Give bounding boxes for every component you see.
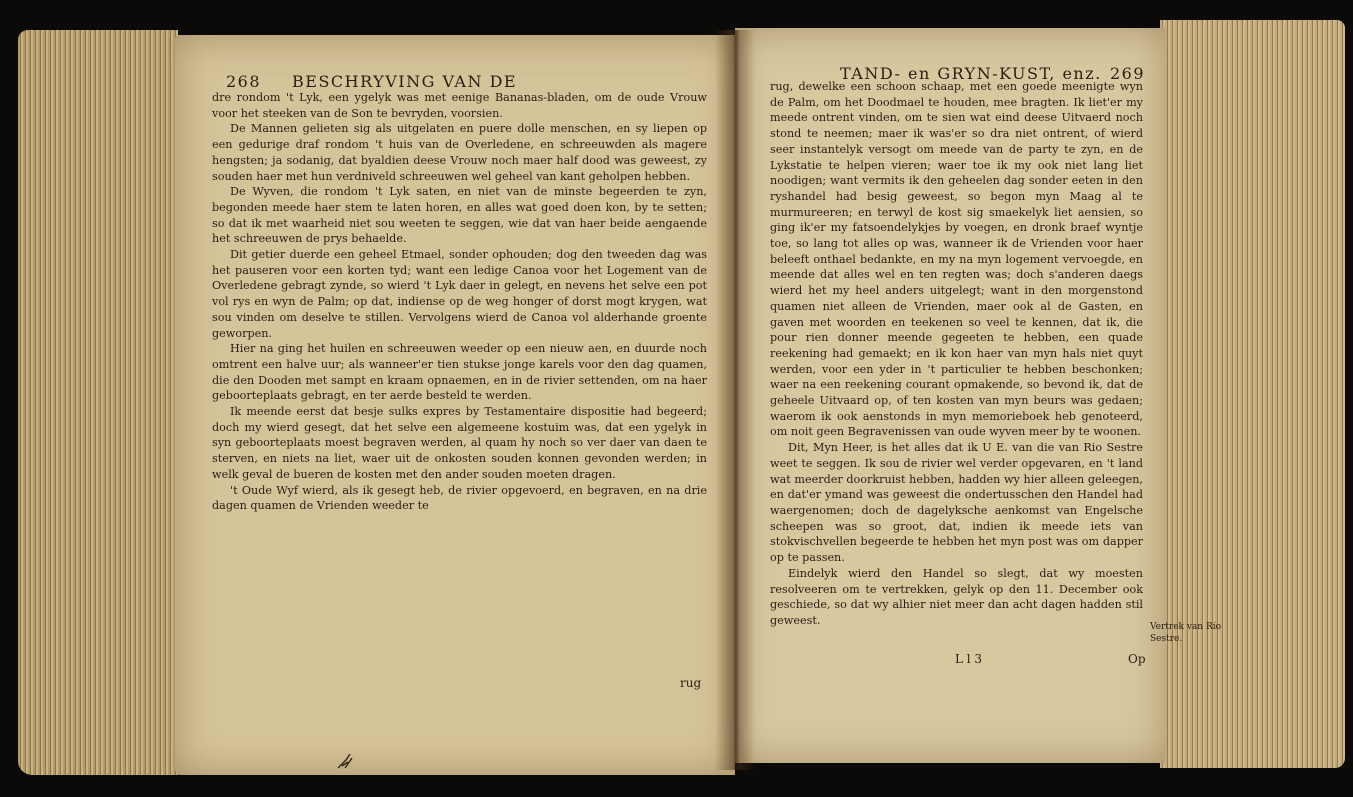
right-paragraph: Eindelyk wierd den Handel so slegt, dat wy moesten resolveeren om te vertrekken, gelyk op den 11. December ook geschiede, so dat wy alhier niet meer dan acht dagen hadden stil geweest.	[770, 566, 1143, 627]
left-page-number: 268	[226, 72, 262, 91]
signature-mark: L l 3	[955, 652, 983, 666]
right-page-number: 269	[1110, 64, 1146, 83]
right-paragraph: Dit, Myn Heer, is het alles dat ik U E. van die van Rio Sestre weet te seggen. Ik sou de rivier wel verder opgevaren, en 't land wat meerder doorkruist hebben, hadden wy hier alleen geleegen, en dat'er ymand was geweest die ondertusschen den Handel had waergenomen; doch de dagelyksche aenkomst van Engelsche scheepen was so groot, dat, indien ik meede iets van stokvischvellen begeerde te hebben het myn post was om dapper op te passen.	[770, 441, 1143, 565]
left-running-head: BESCHRYVING VAN DE	[292, 72, 518, 91]
printer-ornament-icon	[336, 750, 356, 770]
left-paragraph: De Wyven, die rondom 't Lyk saten, en niet van de minste begeerden te zyn, begonden meede haer stem te laten horen, en alles wat goed doen kon, by te setten; so dat ik met waarheid niet sou weeten te seggen, wie dat van haer beide aengaende het schreeuwen de prys behaelde.	[212, 185, 707, 246]
right-catchword: Op	[1128, 652, 1146, 666]
margin-note: Vertrek van Rio Sestre.	[1150, 622, 1222, 644]
left-page-edges	[18, 30, 178, 775]
right-running-head: TAND- en GRYN-KUST, enz.	[840, 64, 1102, 83]
left-paragraph: Dit getier duerde een geheel Etmael, sonder ophouden; dog den tweeden dag was het pauseren voor een korten tyd; want een ledige Canoa voor het Logement van de Overledene gebragt zynde, so wierd 't Lyk daer in gelegt, en nevens het selve een pot vol rys en wyn de Palm; op dat, indiense op de weg honger of dorst mogt krygen, wat sou vinden om deselve te stillen. Vervolgens wierd de Canoa vol alderhande groente geworpen.	[212, 248, 707, 340]
right-page-body	[770, 79, 1143, 629]
left-page-body	[212, 90, 707, 514]
left-paragraph: dre rondom 't Lyk, een ygelyk was met eenige Bananas-bladen, om de oude Vrouw voor het steeken van de Son te bevryden, voorsien.	[212, 91, 707, 120]
book-gutter	[715, 30, 755, 770]
right-page-edges	[1160, 20, 1345, 768]
right-paragraph: rug, dewelke een schoon schaap, met een goede meenigte wyn de Palm, om het Doodmael te houden, mee bragten. Ik liet'er my meede ontrent vinden, om te sien wat eind deese Uitvaerd noch stond te neemen; maer ik was'er so dra niet ontrent, of wierd seer instantelyk versogt om meede van de party te zyn, en de Lykstatie te helpen vieren; waer toe ik my ook niet lang liet noodigen; want vermits ik den geheelen dag sonder eeten in den ryshandel had besig geweest, so begon myn Maag al te murmureeren; en terwyl de kost sig smaekelyk liet aensien, so ging ik'er my fatsoendelykjes by voegen, en dronk braef wyntje toe, so lang tot alles op was, wanneer ik de Vrienden voor haer beleeft onthael bedankte, en my na myn logement vervoegde, en meende dat alles wel en ten regten was; doch s'anderen daegs wierd het my heel anders uitgelegt; want in den morgenstond quamen niet alleen de Vrienden, maer ook al de Gasten, en gaven met woorden en teekenen so veel te kennen, dat ik, die pour rien donner meende gegeeten te hebben, een quade reekening had gemaekt; en ik kon haer van myn hals niet quyt werden, voor een yder in 't particulier te hebben beschonken; waer na een reekening courant opmakende, so bevond ik, dat de geheele Uitvaard op, of ten kosten van myn beurs was gedaen; waerom ik ook aenstonds in myn memorieboek heb genoteerd, om noit geen Begravenissen van oude wyven meer by te woonen.	[770, 80, 1143, 439]
left-paragraph: 't Oude Wyf wierd, als ik gesegt heb, de rivier opgevoerd, en begraven, en na drie dagen quamen de Vrienden weeder te	[212, 483, 707, 513]
left-catchword: rug	[680, 676, 702, 690]
left-paragraph: Hier na ging het huilen en schreeuwen weeder op een nieuw aen, en duurde noch omtrent een halve uur; als wanneer'er tien stukse jonge karels voor den dag quamen, die den Dooden met sampt en kraam opnaemen, en in de rivier settenden, om na haer geboorteplaats gebragt, en ter aerde besteld te werden.	[212, 342, 707, 403]
left-paragraph: Ik meende eerst dat besje sulks expres by Testamentaire dispositie had begeerd; doch my wierd gesegt, dat het selve een algemeene kostuim was, dat een ygelyk in syn geboorteplaats moest begraven werden, al quam hy noch so ver daer van daen te sterven, en niets na liet, waer uit de onkosten souden konnen gevonden werden; in welk geval de bueren de kosten met den ander souden moeten dragen.	[212, 405, 707, 481]
left-paragraph: De Mannen gelieten sig als uitgelaten en puere dolle menschen, en sy liepen op een gedurige draf rondom 't huis van de Overledene, en schreeuwden als magere hengsten; ja sodanig, dat byaldien deese Vrouw noch maer half dood was geweest, zy souden haer met hun verdniveld schreeuwen wel geheel van kant geholpen hebben.	[212, 122, 707, 183]
